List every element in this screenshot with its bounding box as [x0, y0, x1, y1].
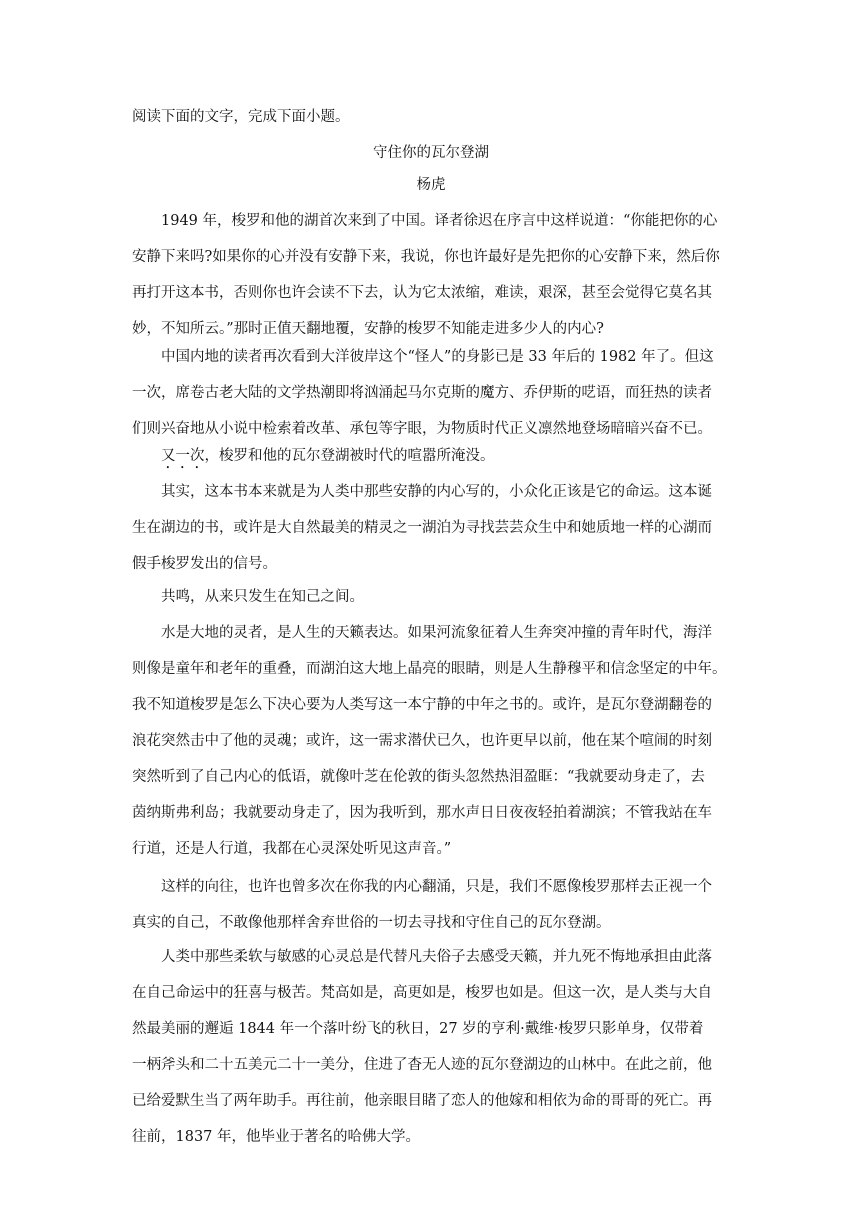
question-intro: 阅读下面的文字，完成下面小题。 [132, 109, 350, 125]
paragraph-line: 人类中那些柔软与敏感的心灵总是代替凡夫俗子去感受天籁，并九死不悔地承担由此落 [161, 949, 712, 965]
paragraph-line: 突然听到了自己内心的低语，就像叶芝在伦敦的街头忽然热泪盈眶：“我就要动身走了，去 [132, 769, 705, 785]
paragraph-line: 一次，席卷古老大陆的文学热潮即将汹涌起马尔克斯的魔方、乔伊斯的呓语，而狂热的读者 [132, 385, 712, 401]
paragraph-text: ，梭罗和他的瓦尔登湖被时代的喧嚣所淹没。 [204, 448, 495, 464]
emphasized-text: 又一次 [161, 448, 205, 464]
article-title: 守住你的瓦尔登湖 [373, 145, 489, 161]
paragraph-5: 共鸣，从来只发生在知己之间。 [161, 589, 364, 605]
paragraph-line [132, 446, 495, 466]
article-author: 杨虎 [416, 177, 446, 193]
paragraph-line: 假手梭罗发出的信号。 [132, 556, 277, 572]
paragraph-line: 则像是童年和老年的重叠，而湖泊这大地上晶亮的眼睛，则是人生静穆平和信念坚定的中年。 [132, 661, 727, 677]
paragraph-line: 这样的向往，也许也曾多次在你我的内心翻涌，只是，我们不愿像梭罗那样去正视一个 [161, 879, 712, 895]
paragraph-line: 在自己命运中的狂喜与极苦。梵高如是，高更如是，梭罗也如是。但这一次，是人类与大自 [132, 985, 712, 1001]
paragraph-line: 然最美丽的邂逅 1844 年一个落叶纷飞的秋日，27 岁的亨利·戴维·梭罗只影单身，仅带着 [132, 1021, 704, 1037]
paragraph-line: 往前，1837 年，他毕业于著名的哈佛大学。 [132, 1129, 421, 1145]
paragraph-line: 水是大地的灵者，是人生的天籁表达。如果河流象征着人生奔突冲撞的青年时代，海洋 [161, 625, 712, 641]
paragraph-line: 们则兴奋地从小说中检索着改革、承包等字眼，为物质时代正义凛然地登场暗暗兴奋不已。 [132, 421, 712, 437]
paragraph-line: 我不知道梭罗是怎么下决心要为人类写这一本宁静的中年之书的。或许，是瓦尔登湖翻卷的 [132, 697, 712, 713]
paragraph-line: 生在湖边的书，或许是大自然最美的精灵之一湖泊为寻找芸芸众生中和她质地一样的心湖而 [132, 520, 712, 536]
paragraph-line: 中国内地的读者再次看到大洋彼岸这个“怪人”的身影已是 33 年后的 1982 年了。但这 [161, 349, 714, 365]
paragraph-line: 妙，不知所云。”那时正值天翻地覆，安静的梭罗不知能走进多少人的内心? [132, 321, 604, 337]
paragraph-line: 一柄斧头和二十五美元二十一美分，住进了杳无人迹的瓦尔登湖边的山林中。在此之前，他 [132, 1057, 712, 1073]
paragraph-line: 安静下来吗?如果你的心并没有安静下来，我说，你也许最好是先把你的心安静下来，然后你 [132, 249, 720, 265]
paragraph-line: 真实的自己，不敢像他那样舍弃世俗的一切去寻找和守住自己的瓦尔登湖。 [132, 915, 611, 931]
paragraph-line: 再打开这本书，否则你也许会读不下去，认为它太浓缩，难读，艰深，甚至会觉得它莫名其 [132, 285, 712, 301]
paragraph-line: 已给爱默生当了两年助手。再往前，他亲眼目睹了恋人的他嫁和相依为命的哥哥的死亡。再 [132, 1093, 712, 1109]
paragraph-line: 1949 年，梭罗和他的湖首次来到了中国。译者徐迟在序言中这样说道：“你能把你的心 [161, 213, 718, 229]
paragraph-line: 其实，这本书本来就是为人类中那些安静的内心写的，小众化正该是它的命运。这本诞 [161, 484, 712, 500]
paragraph-line: 行道，还是人行道，我都在心灵深处听见这声音。” [132, 841, 452, 857]
paragraph-line: 浪花突然击中了他的灵魂；或许，这一需求潜伏已久，也许更早以前，他在某个喧闹的时刻 [132, 733, 712, 749]
paragraph-line: 茵纳斯弗利岛；我就要动身走了，因为我听到，那水声日日夜夜轻拍着湖滨；不管我站在车 [132, 805, 712, 821]
